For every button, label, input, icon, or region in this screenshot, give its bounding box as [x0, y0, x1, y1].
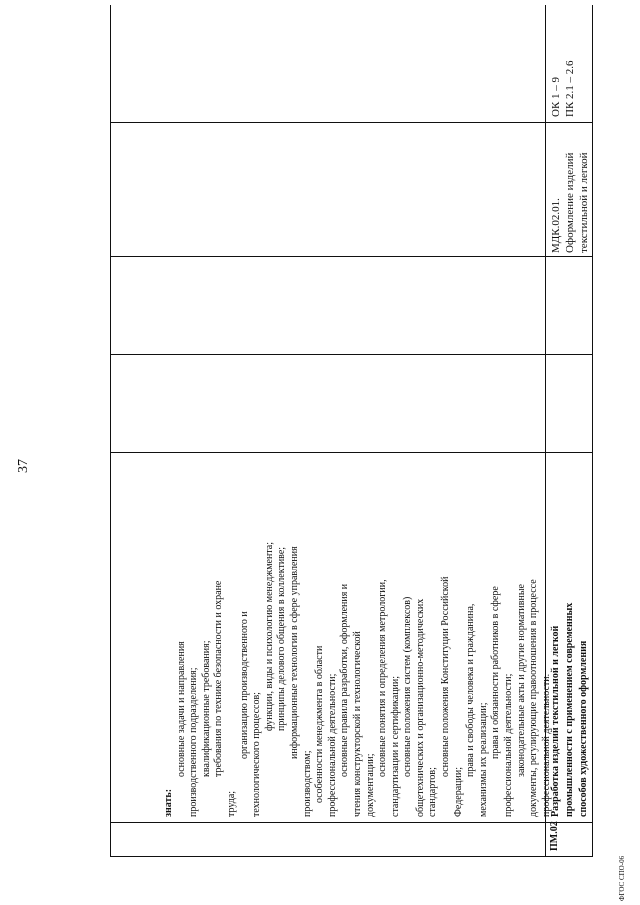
knowledge-line: требования по технике безопасности и охране: [213, 580, 225, 777]
table-border-top: [110, 5, 111, 857]
table-border-left: [110, 856, 592, 857]
knowledge-line: организацию производственного и: [238, 611, 250, 759]
knowledge-line: информационные технологии в сфере управления: [288, 546, 300, 759]
knowledge-line: права и свободы человека и гражданина,: [465, 603, 477, 777]
footer-label: ФГОС СПО-06: [618, 855, 626, 901]
knowledge-list: [163, 542, 553, 817]
mdk-line: МДК.02.01.: [550, 198, 562, 253]
knowledge-line: стандартизации и сертификации;: [389, 675, 401, 817]
knowledge-line: функции, виды и психологию менеджмента;: [263, 541, 275, 731]
knowledge-line: права и обязанности работников в сфере: [490, 586, 502, 759]
knowledge-line: документы, регулирующие правоотношения в процессе: [528, 579, 540, 817]
knowledge-line: квалификационные требования;: [200, 640, 212, 777]
knowledge-line: профессиональной деятельности.: [540, 673, 552, 817]
knowledge-line: производственного подразделения;: [188, 667, 200, 817]
table-col-divider-3: [110, 354, 592, 355]
knowledge-line: законодательные акты и другие нормативные: [515, 584, 527, 777]
table-col-divider-5: [110, 122, 592, 123]
pm-title: [549, 603, 591, 817]
table-col-divider-1: [110, 822, 592, 823]
knowledge-line: особенности менеджмента в области: [314, 645, 326, 803]
competency-line: ОК 1 – 9: [550, 76, 562, 117]
knowledge-line: основные понятия и определения метрологии,: [377, 579, 389, 777]
knowledge-line: производством;: [301, 750, 313, 817]
knowledge-line: основные положения Конституции Российской: [440, 576, 452, 777]
pm-code: ПМ.02: [549, 821, 560, 851]
knowledge-line: механизмы их реализации;: [477, 702, 489, 817]
knowledge-line: документации;: [364, 753, 376, 817]
competency-line: ПК 2.1 – 2.6: [564, 60, 576, 117]
knowledge-line: Федерации;: [452, 766, 464, 817]
knowledge-line: стандартов;: [427, 767, 439, 817]
pm-title-line: Разработка изделий текстильной и легкой: [550, 625, 561, 817]
competencies-cell: [549, 60, 577, 117]
knowledge-line: основные задачи и направления: [175, 641, 187, 777]
pm-title-line: промышленности с применением современных: [564, 602, 575, 817]
table-col-divider-2: [110, 452, 592, 453]
table-col-divider-4: [110, 256, 592, 257]
table-border-bottom: [592, 5, 593, 857]
mdk-cell: [549, 152, 591, 253]
knowledge-line: основные правила разработки, оформления и: [339, 583, 351, 777]
knowledge-line: профессиональной деятельности;: [503, 673, 515, 817]
knowledge-line: основные положения систем (комплексов): [402, 596, 414, 777]
mdk-line: Оформление изделий: [564, 152, 576, 253]
page-number: 37: [16, 459, 31, 473]
knowledge-line: технологического процессов;: [251, 692, 263, 817]
pm-title-line: способов художественного оформления: [578, 640, 589, 817]
knowledge-line: профессиональной деятельности;: [326, 673, 338, 817]
knowledge-line: чтения конструкторской и технологической: [351, 631, 363, 817]
knowledge-line: труда;: [225, 790, 237, 817]
knowledge-heading: знать:: [163, 788, 174, 817]
mdk-line: текстильной и легкой: [578, 152, 590, 253]
knowledge-line: принципы делового общения в коллективе;: [276, 546, 288, 731]
knowledge-line: общетехнических и организационно-методических: [414, 598, 426, 817]
